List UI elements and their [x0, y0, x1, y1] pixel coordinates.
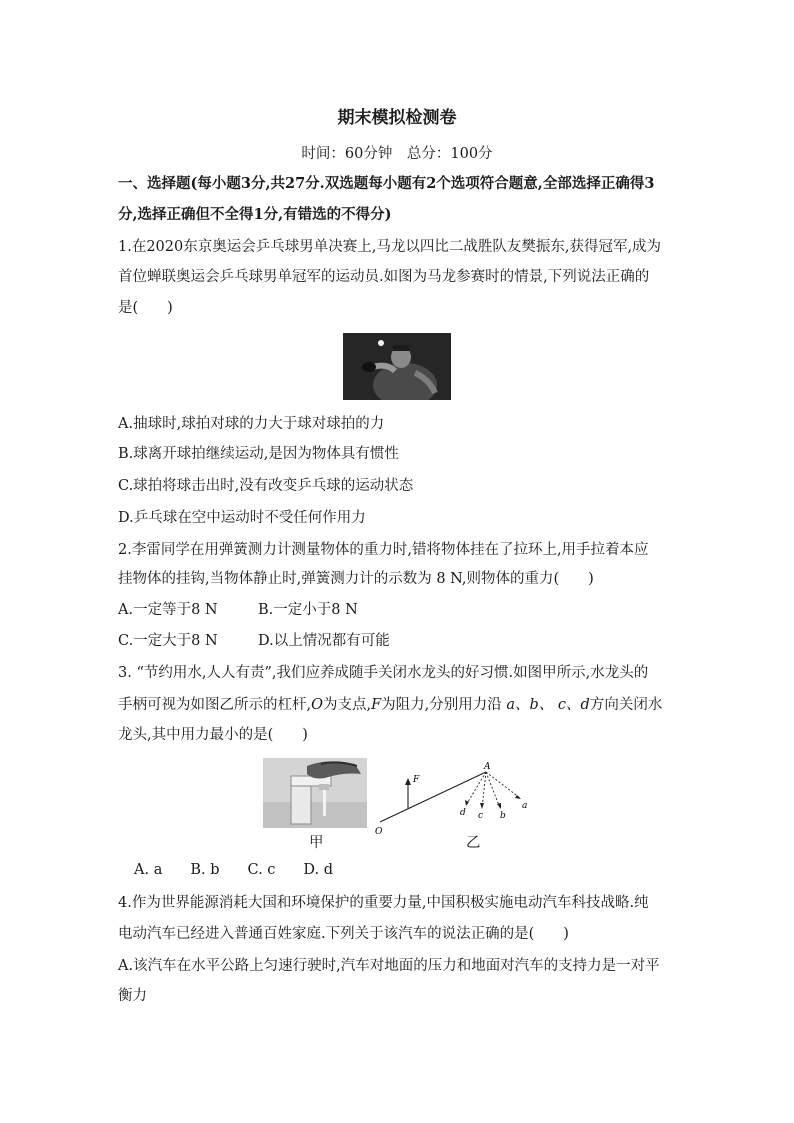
q1-option-c: C.球拍将球击出时,没有改变乒乓球的运动状态 — [118, 478, 414, 494]
q2-option-c: C.一定大于8 N — [118, 633, 218, 649]
q1-text-line-2: 首位蝉联奥运会乒乓球男单冠军的运动员.如图为马龙参赛时的情景,下列说法正确的 — [118, 269, 650, 285]
label-b: b — [500, 811, 506, 821]
q3-options — [134, 860, 361, 880]
q2-text-line-1: 2.李雷同学在用弹簧测力计测量物体的重力时,错将物体挂在了拉环上,用手拉着本应 — [118, 542, 649, 558]
label-d: d — [460, 808, 466, 818]
q3-option-d: D. d — [303, 862, 334, 878]
q3-line2-part-4: 方向关闭水 — [589, 697, 663, 713]
label-f: F — [413, 775, 420, 785]
table-tennis-player-photo — [343, 333, 451, 400]
force-f-arrowhead — [405, 778, 411, 785]
q4-text-line-2: 电动汽车已经进入普通百姓家庭.下列关于该汽车的说法正确的是( ) — [118, 926, 569, 942]
q2-options-row-1 — [118, 600, 358, 620]
q1-text-line-1: 1.在2020东京奥运会乒乓球男单决赛上,马龙以四比二战胜队友樊振东,获得冠军,成为 — [118, 239, 662, 255]
q3-text-line-1: 3. “节约用水,人人有责”,我们应养成随手关闭水龙头的好习惯.如图甲所示,水龙头的 — [118, 665, 649, 681]
q2-option-d: D.以上情况都有可能 — [258, 633, 390, 649]
page-title: 期末模拟检测卷 — [337, 108, 457, 128]
q3-line2-part-3: 为阻力,分别用力沿 — [381, 697, 502, 713]
pivot-o-symbol: O — [311, 697, 323, 713]
q2-option-b: B.一定小于8 N — [258, 602, 358, 618]
q4-option-a-line-2: 衡力 — [118, 988, 147, 1004]
q3-option-a: A. a — [134, 862, 163, 878]
q3-option-c: C. c — [247, 862, 276, 878]
q2-option-a: A.一定等于8 N — [118, 602, 218, 618]
figure-label-jia: 甲 — [309, 835, 324, 851]
force-f-symbol: F — [371, 697, 382, 713]
direction-c-arrow — [482, 772, 486, 808]
q3-text-line-3: 龙头,其中用力最小的是( ) — [118, 727, 308, 743]
section-heading-line-1: 一、选择题(每小题3分,共27分.双选题每小题有2个选项符合题意,全部选择正确得3 — [118, 175, 655, 192]
lever-diagram — [372, 760, 542, 840]
q4-text-line-1: 4.作为世界能源消耗大国和环境保护的重要力量,中国积极实施电动汽车科技战略.纯 — [118, 895, 649, 911]
exam-time-score: 时间：60分钟 总分：100分 — [301, 146, 493, 162]
q3-text-line-2 — [118, 695, 662, 715]
q3-option-b: B. b — [190, 862, 220, 878]
q2-options-row-2 — [118, 631, 390, 651]
q1-text-line-3: 是( ) — [118, 300, 173, 316]
section-heading-line-2: 分,选择正确但不全得1分,有错选的不得分) — [118, 206, 392, 223]
label-o: O — [375, 827, 383, 837]
label-a-dir: a — [522, 801, 528, 811]
figure-label-yi: 乙 — [466, 835, 481, 851]
label-a: A — [484, 762, 491, 772]
faucet-photo — [263, 758, 367, 828]
label-c: c — [478, 811, 484, 821]
q3-line2-part-2: 为支点, — [323, 697, 372, 713]
q1-option-d: D.乒乓球在空中运动时不受任何作用力 — [118, 510, 366, 526]
q1-option-b: B.球离开球拍继续运动,是因为物体具有惯性 — [118, 446, 399, 462]
lever-bar — [380, 772, 486, 822]
q2-text-line-2: 挂物体的挂钩,当物体静止时,弹簧测力计的示数为 8 N,则物体的重力( ) — [118, 571, 594, 587]
q4-option-a-line-1: A.该汽车在水平公路上匀速行驶时,汽车对地面的压力和地面对汽车的支持力是一对平 — [118, 958, 660, 974]
q3-line2-part-1: 手柄可视为如图乙所示的杠杆, — [118, 697, 312, 713]
q1-option-a: A.抽球时,球拍对球的力大于球对球拍的力 — [118, 416, 385, 432]
direction-symbols: a、b、 c、d — [501, 697, 590, 713]
